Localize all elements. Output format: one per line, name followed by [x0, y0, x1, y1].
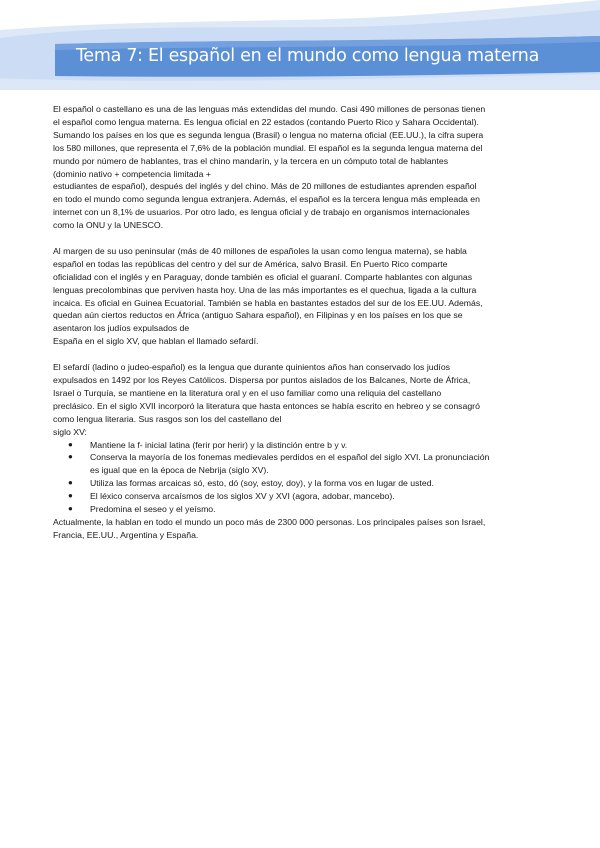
list-item-text: Mantiene la f- inicial latina (ferir por herir) y la distinción entre b y v.	[90, 439, 348, 450]
paragraph-sefardi	[53, 361, 553, 438]
text-line: expulsados en 1492 por los Reyes Católicos. Dispersa por puntos aislados de los Balcanes, Norte de África,	[53, 375, 471, 385]
paragraph-overview	[53, 103, 553, 232]
list-item-text: Utiliza las formas arcaicas só, esto, dó (soy, estoy, doy), y la forma vos en lugar de usted.	[90, 478, 434, 489]
text-line: lenguas precolombinas que perviven hasta hoy. Una de las más importantes es el quechua, ligada a la cultura	[53, 284, 477, 295]
list-item	[68, 477, 553, 490]
bullet-icon: ●	[68, 439, 73, 449]
bullet-icon: ●	[68, 504, 73, 514]
header-wave-graphic	[0, 0, 600, 90]
text-line: como la ONU y la UNESCO.	[53, 220, 164, 231]
text-line: Al margen de su uso peninsular (más de 40 millones de españoles la usan como lengua materna), se habla	[53, 245, 467, 256]
text-line: asentaron los judíos expulsados de	[53, 323, 190, 334]
text-line: español en todas las repúblicas del centro y del sur de América, salvo Brasil. En Puerto Rico comparte	[53, 258, 448, 269]
paragraph-geography	[53, 245, 553, 348]
text-line: Sumando los países en los que es segunda lengua (Brasil) o lengua no materna oficial (EE.UU.), la cifra supera	[53, 129, 484, 140]
text-line: oficialidad con el inglés y en Paraguay, donde también es oficial el guaraní. Comparte hablantes con algunas	[53, 271, 473, 282]
list-item	[68, 503, 553, 516]
text-line: El sefardí (ladino o judeo-español) es la lengua que durante quinientos años han conservado los judíos	[53, 362, 450, 373]
text-line: preclásico. En el siglo XVII incorporó la literatura que hasta entonces se había escrito en hebreo y se consagró	[53, 400, 480, 411]
text-line: Francia, EE.UU., Argentina y España.	[53, 529, 199, 540]
text-line: incaica. Es oficial en Guinea Ecuatorial. También se habla en bastantes estados del sur de los EE.UU. Además,	[53, 297, 483, 308]
list-item-text: El léxico conserva arcaísmos de los siglos XV y XVI (agora, adobar, mancebo).	[90, 491, 395, 502]
text-line: como lengua literaria. Sus rasgos son los del castellano del	[53, 413, 282, 424]
sefardi-traits-list	[53, 439, 553, 516]
text-line: el español como lengua materna. Es lengua oficial en 22 estados (contando Puerto Rico y Sahara Occidental).	[53, 116, 479, 127]
bullet-icon: ●	[68, 478, 73, 488]
document-body	[53, 103, 553, 542]
text-line: (dominio nativo + competencia limitada +	[53, 168, 211, 179]
list-item-text: es igual que en la época de Nebrija (siglo XV).	[90, 465, 269, 476]
text-line: mundo por número de hablantes, tras el chino mandarín, y la tercera en un cómputo total de hablantes	[53, 155, 449, 166]
list-item	[68, 490, 553, 503]
text-line: los 580 millones, que representa el 7,6% de la población mundial. El español es la segunda lengua materna del	[53, 142, 483, 153]
paragraph-current-speakers	[53, 516, 553, 542]
list-item	[68, 439, 553, 452]
page-title: Tema 7: El español en el mundo como lengua materna	[76, 46, 540, 66]
text-line: internet con un 8,1% de usuarios. Por otro lado, es lengua oficial y de trabajo en organismos internacionales	[53, 207, 470, 218]
list-item-text: Conserva la mayoría de los fonemas medievales perdidos en el español del siglo XVI. La pronunciación	[90, 452, 490, 463]
text-line: quedan aún ciertos reductos en África (antiguo Sahara español), en Filipinas y en los países en los que se	[53, 310, 463, 321]
list-item	[68, 451, 553, 477]
text-line: estudiantes de español), después del inglés y del chino. Más de 20 millones de estudiantes aprenden español	[53, 181, 477, 192]
header-band	[0, 0, 600, 90]
text-line: España en el siglo XV, que hablan el llamado sefardí.	[53, 336, 259, 347]
text-line: siglo XV:	[53, 426, 87, 437]
bullet-icon: ●	[68, 452, 73, 462]
text-line: El español o castellano es una de las lenguas más extendidas del mundo. Casi 490 millones de personas tienen	[53, 104, 486, 114]
text-line: en todo el mundo como segunda lengua extranjera. Además, el español es la tercera lengua más empleada en	[53, 194, 480, 205]
text-line: Actualmente, la hablan en todo el mundo un poco más de 2300 000 personas. Los principales países son Israel,	[53, 516, 486, 527]
bullet-icon: ●	[68, 491, 73, 501]
text-line: Israel o Turquía, se mantiene en la literatura oral y en el uso familiar como una reliquia del castellano	[53, 387, 442, 398]
list-item-text: Predomina el seseo y el yeísmo.	[90, 504, 216, 515]
